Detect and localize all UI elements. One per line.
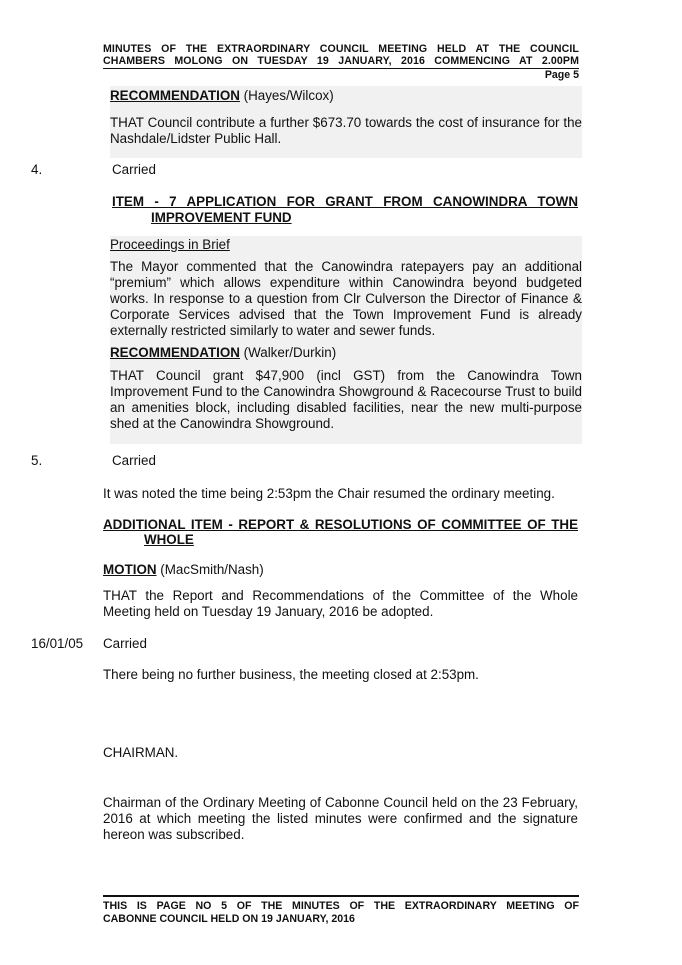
- page-number: Page 5: [544, 69, 579, 81]
- motion-heading: [103, 562, 264, 578]
- recommendation-movers: (Hayes/Wilcox): [239, 88, 334, 103]
- recommendation-text-2: THAT Council grant $47,900 (incl GST) from the Canowindra Town Improvement Fund to the Canowindra Showground & Racecourse Trust to build an amenities block, including disabled facilities, near the new multi-purpose shed at the Canowindra Showground.: [110, 368, 582, 431]
- recommendation-label: RECOMMENDATION: [110, 345, 240, 360]
- result-carried-4: Carried: [112, 162, 156, 177]
- recommendation-heading-2: [110, 345, 582, 361]
- recommendation-text-1: THAT Council contribute a further $673.70 towards the cost of insurance for the Nashdale/Lidster Public Hall.: [110, 115, 582, 146]
- motion-movers: (MacSmith/Nash): [156, 562, 264, 577]
- header-line-2: CHAMBERS MOLONG ON TUESDAY 19 JANUARY, 2016 COMMENCING AT 2.00PM: [103, 55, 579, 67]
- proceedings-text: The Mayor commented that the Canowindra ratepayers pay an additional “premium” which allows expenditure within Canowindra beyond budgeted works. In response to a question from Clr Culverson the Director of Finance & Corporate Services advised that the Town Improvement Fund is already externally restricted similarly to water and sewer funds.: [110, 259, 582, 338]
- footer-line-2: CABONNE COUNCIL HELD ON 19 JANUARY, 2016: [103, 913, 355, 925]
- item-7-heading-line-1: ITEM - 7 APPLICATION FOR GRANT FROM CANOWINDRA TOWN: [112, 194, 578, 209]
- header-line-1: MINUTES OF THE EXTRAORDINARY COUNCIL MEETING HELD AT THE COUNCIL: [103, 43, 579, 55]
- additional-item-heading-line-2: WHOLE: [144, 532, 194, 547]
- item-7-heading-line-2: IMPROVEMENT FUND: [151, 210, 292, 225]
- motion-text: THAT the Report and Recommendations of the Committee of the Whole Meeting held on Tuesday 19 January, 2016 be adopted.: [103, 588, 578, 619]
- additional-item-heading-line-1: ADDITIONAL ITEM - REPORT & RESOLUTIONS OF COMMITTEE OF THE: [103, 517, 578, 532]
- proceedings-label: Proceedings in Brief: [110, 237, 230, 252]
- resolution-number-5: 5.: [31, 453, 43, 468]
- motion-label: MOTION: [103, 562, 157, 577]
- resolution-number-16-01-05: 16/01/05: [31, 636, 84, 651]
- page-footer: [103, 895, 579, 926]
- result-carried-16-01-05: Carried: [103, 636, 147, 651]
- recommendation-label: RECOMMENDATION: [110, 88, 240, 103]
- resolution-number-4: 4.: [31, 162, 43, 177]
- chairman-label: CHAIRMAN.: [103, 745, 179, 760]
- recommendation-block-1: [110, 86, 582, 158]
- recommendation-heading-1: [110, 86, 582, 104]
- item-7-section: [110, 236, 582, 444]
- time-note: It was noted the time being 2:53pm the Chair resumed the ordinary meeting.: [103, 486, 555, 501]
- footer-line-1: THIS IS PAGE NO 5 OF THE MINUTES OF THE EXTRAORDINARY MEETING OF: [103, 900, 579, 912]
- confirmation-statement: Chairman of the Ordinary Meeting of Cabonne Council held on the 23 February, 2016 at which meeting the listed minutes were confirmed and the signature hereon was subscribed.: [103, 795, 578, 842]
- result-carried-5: Carried: [112, 453, 156, 468]
- recommendation-movers: (Walker/Durkin): [239, 345, 337, 360]
- closing-statement: There being no further business, the meeting closed at 2:53pm.: [103, 667, 479, 682]
